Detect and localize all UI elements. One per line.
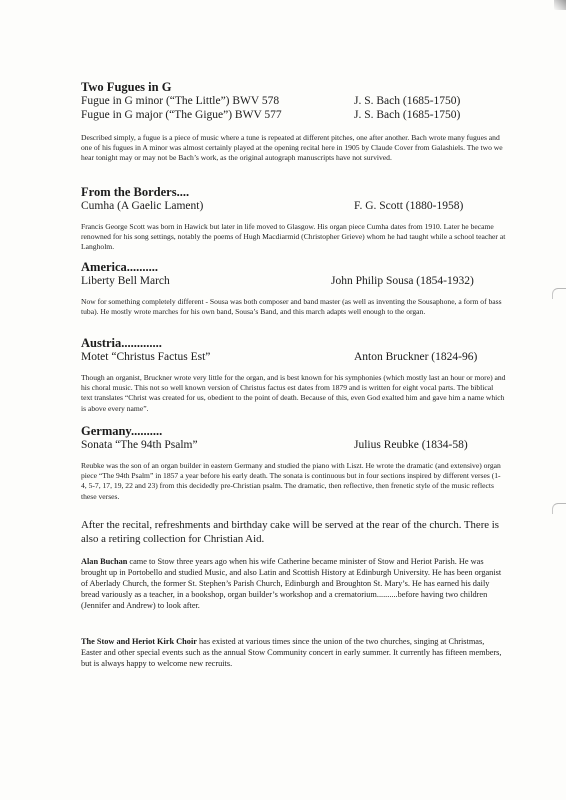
piece-composer: F. G. Scott (1880-1958) [354,200,464,212]
section-austria [81,336,506,414]
section-title: Two Fugues in G [81,80,172,94]
piece-work: Fugue in G major (“The Gigue”) BWV 577 [81,109,282,121]
bio-text: has existed at various times since the union of the two churches, singing at Christmas, Easter and other special events such as the annual Stow Community concert in early summer. It currently has fifteen members, but is always happy to welcome new recruits. [81,637,502,668]
piece-work: Fugue in G minor (“The Little”) BWV 578 [81,95,280,107]
section-description: Reubke was the son of an organ builder in eastern Germany and studied the piano with Liszt. He wrote the dramatic (and extensive) organ piece “The 94th Psalm” in 1857 a year before his early death. The sonata is continuous but in four sections inspired by different verses (1-4, 5-7, 17, 19, 22 and 23) from this decidedly pre-Christian psalm. The dramatic, then reflective, then frenetic style of the music reflects these verses. [81,461,501,501]
section-description: Described simply, a fugue is a piece of music where a tune is repeated at different pitches, one after another. Bach wrote many fugues and one of his fugues in A minor was almost certainly played at the opening recital here in 1905 by Claude Cover from Galashiels. The two we hear tonight may or may not be Bach’s work, as the original autograph manuscripts have not survived. [81,133,503,163]
piece-composer: Julius Reubke (1834-58) [354,439,468,451]
bio-paragraph [81,636,506,669]
section-title: Germany.......... [81,424,163,438]
piece-work: Motet “Christus Factus Est” [81,351,211,363]
bio-name: The Stow and Heriot Kirk Choir [81,637,197,646]
bio-paragraph [81,556,506,611]
notice-text: After the recital, refreshments and birthday cake will be served at the rear of the church. There is also a retiring collection for Christian Aid. [81,519,499,545]
section-germany [81,424,506,502]
scan-corner-shadow [554,0,566,10]
section-description: Now for something completely different - Sousa was both composer and band master (as well as inventing the Sousaphone, a form of bass tuba). He mostly wrote marches for his own band, Sousa’s Band, and this march adapts well enough to the organ. [81,297,502,317]
piece-row [81,274,506,288]
piece-composer: John Philip Sousa (1854-1932) [331,275,474,287]
section-title: America.......... [81,260,159,274]
piece-work: Liberty Bell March [81,275,170,287]
section-description: Francis George Scott was born in Hawick but later in life moved to Glasgow. His organ piece Cumha dates from 1910. Later he became renowned for his song settings, notably the poems of Hugh Macdiarmid (Christopher Grieve) whom he had taught while a school teacher at Langholm. [81,222,506,252]
section-borders [81,185,506,253]
section-america [81,260,506,317]
bio-name: Alan Buchan [81,557,128,566]
piece-row [81,108,506,122]
section-description: Though an organist, Bruckner wrote very little for the organ, and is best known for his symphonies (which mostly last an hour or more) and his choral music. This not so well known version of Christus factus est dates from 1879 and is written for eight vocal parts. The biblical text translates “Christ was created for us, obedient to the point of death. Because of this, even God exalted him and gave him a name which is above every name”. [81,373,506,413]
scan-edge-mark [552,503,566,514]
scan-edge-mark [552,288,566,299]
section-title: From the Borders.... [81,185,190,199]
organist-bio [81,556,506,611]
piece-composer: J. S. Bach (1685-1750) [354,95,461,107]
piece-row [81,199,506,213]
bio-text: came to Stow three years ago when his wife Catherine became minister of Stow and Heriot Parish. He was brought up in Portobello and studied Music, and also Latin and Scottish History at Edinburgh University. He has been organist of Aberlady Church, the former St. Stephen’s Parish Church, Edinburgh and Broughton St. Mary’s. He has earned his daily bread variously as a teacher, in a bookshop, organ builder’s workshop and a crematorium..........before having two children (Jennifer and Andrew) to look after. [81,557,502,610]
piece-row [81,438,506,452]
piece-composer: J. S. Bach (1685-1750) [354,109,461,121]
piece-work: Sonata “The 94th Psalm” [81,439,198,451]
piece-composer: Anton Bruckner (1824-96) [354,351,478,363]
choir-bio [81,636,506,669]
section-title: Austria............. [81,336,162,350]
piece-row [81,350,506,364]
section-bach [81,80,506,164]
piece-work: Cumha (A Gaelic Lament) [81,200,204,212]
piece-row [81,94,506,108]
refreshments-notice [81,518,506,546]
